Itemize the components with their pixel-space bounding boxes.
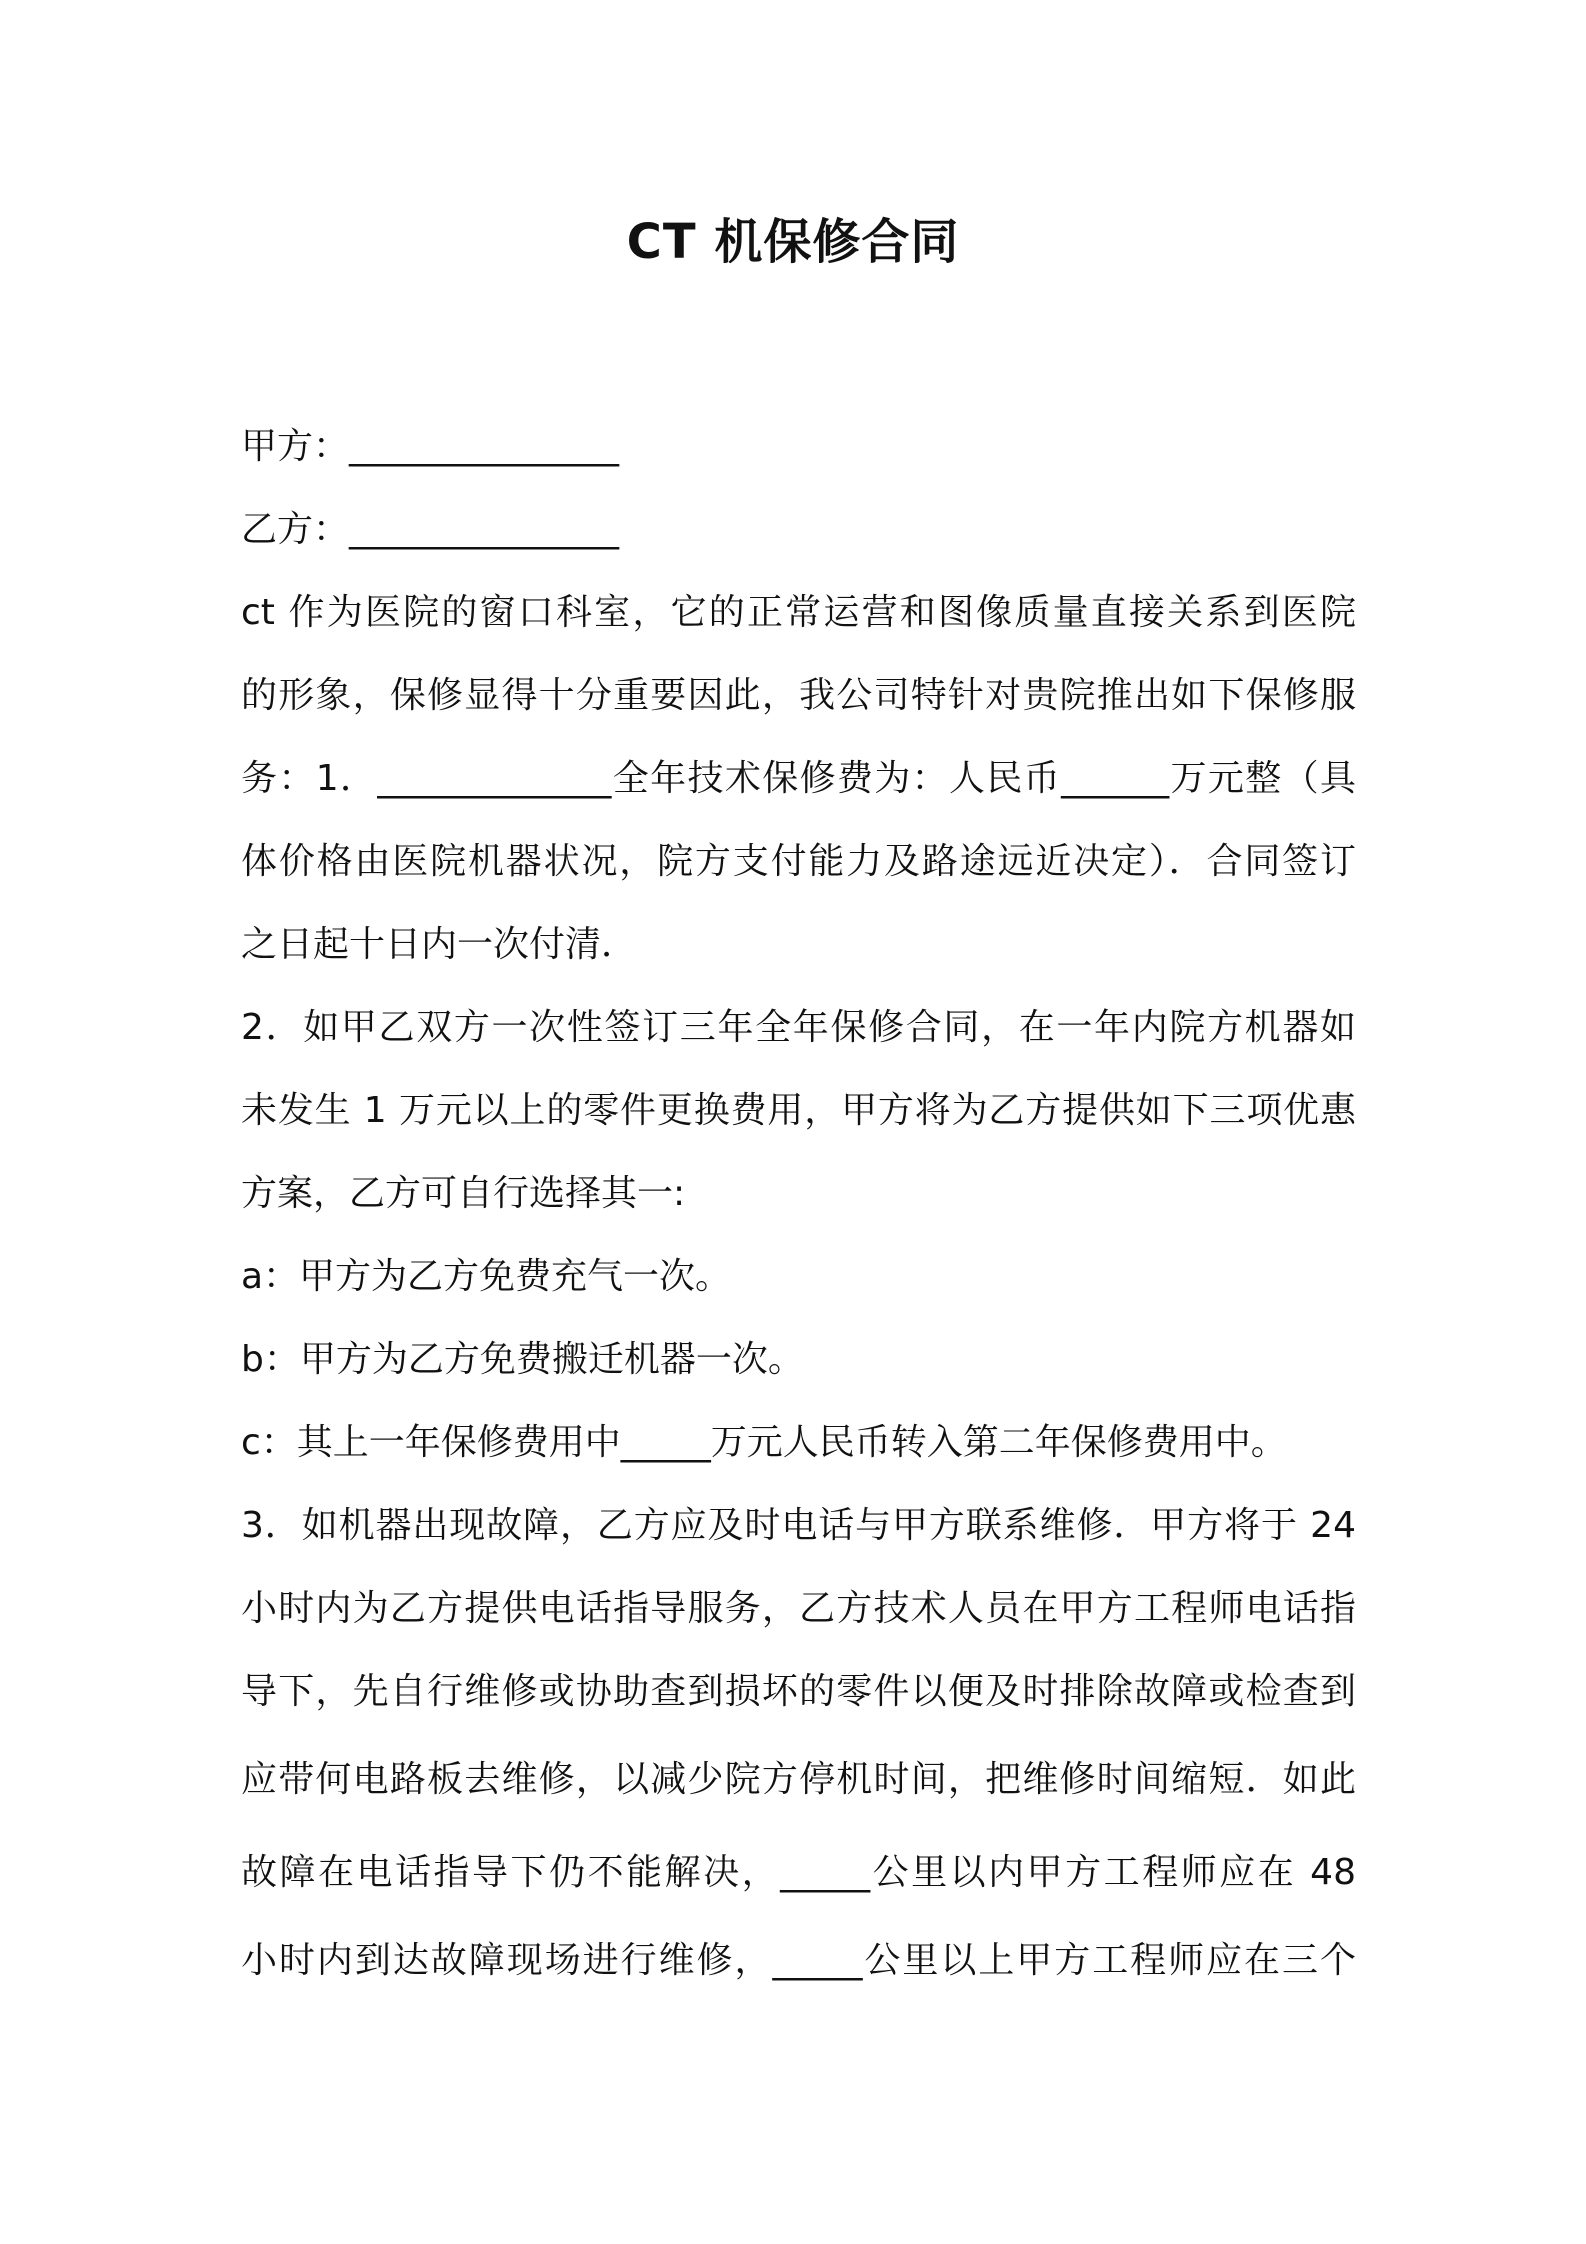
clause-3-line: 故障在电话指导下仍不能解决，_____公里以内甲方工程师应在 48 (241, 1852, 1356, 1893)
paragraph-line: 体价格由医院机器状况，院方支付能力及路途远近决定）．合同签订 (241, 841, 1356, 882)
option-c-line: c：其上一年保修费用中_____万元人民币转入第二年保修费用中。 (241, 1422, 1287, 1463)
clause-3-line: 小时内到达故障现场进行维修，_____公里以上甲方工程师应在三个 (241, 1940, 1356, 1981)
clause-2-line: 未发生 1 万元以上的零件更换费用，甲方将为乙方提供如下三项优惠 (241, 1090, 1356, 1131)
option-b-line: b：甲方为乙方免费搬迁机器一次。 (241, 1339, 804, 1380)
option-a-line: a：甲方为乙方免费充气一次。 (241, 1256, 732, 1297)
clause-3-line: 导下，先自行维修或协助查到损坏的零件以便及时排除故障或检查到 (241, 1671, 1356, 1712)
clause-2-line: 方案，乙方可自行选择其一: (241, 1173, 686, 1214)
paragraph-line: 的形象，保修显得十分重要因此，我公司特针对贵院推出如下保修服 (241, 675, 1356, 716)
document-title: CT 机保修合同 (626, 214, 960, 270)
paragraph-line: 务：1．_____________全年技术保修费为：人民币______万元整（具 (241, 758, 1356, 799)
paragraph-line: 之日起十日内一次付清． (241, 924, 638, 965)
clause-3-line: 应带何电路板去维修，以减少院方停机时间，把维修时间缩短．如此 (241, 1759, 1356, 1800)
paragraph-line: ct 作为医院的窗口科室，它的正常运营和图像质量直接关系到医院 (241, 592, 1356, 633)
party-a-line: 甲方：_______________ (241, 426, 620, 467)
clause-3-line: 小时内为乙方提供电话指导服务，乙方技术人员在甲方工程师电话指 (241, 1588, 1356, 1629)
clause-2-line: 2．如甲乙双方一次性签订三年全年保修合同，在一年内院方机器如 (241, 1007, 1356, 1048)
document-body (241, 405, 1356, 2002)
clause-3-line: 3．如机器出现故障，乙方应及时电话与甲方联系维修．甲方将于 24 (241, 1505, 1356, 1546)
party-b-line: 乙方：_______________ (241, 509, 620, 550)
